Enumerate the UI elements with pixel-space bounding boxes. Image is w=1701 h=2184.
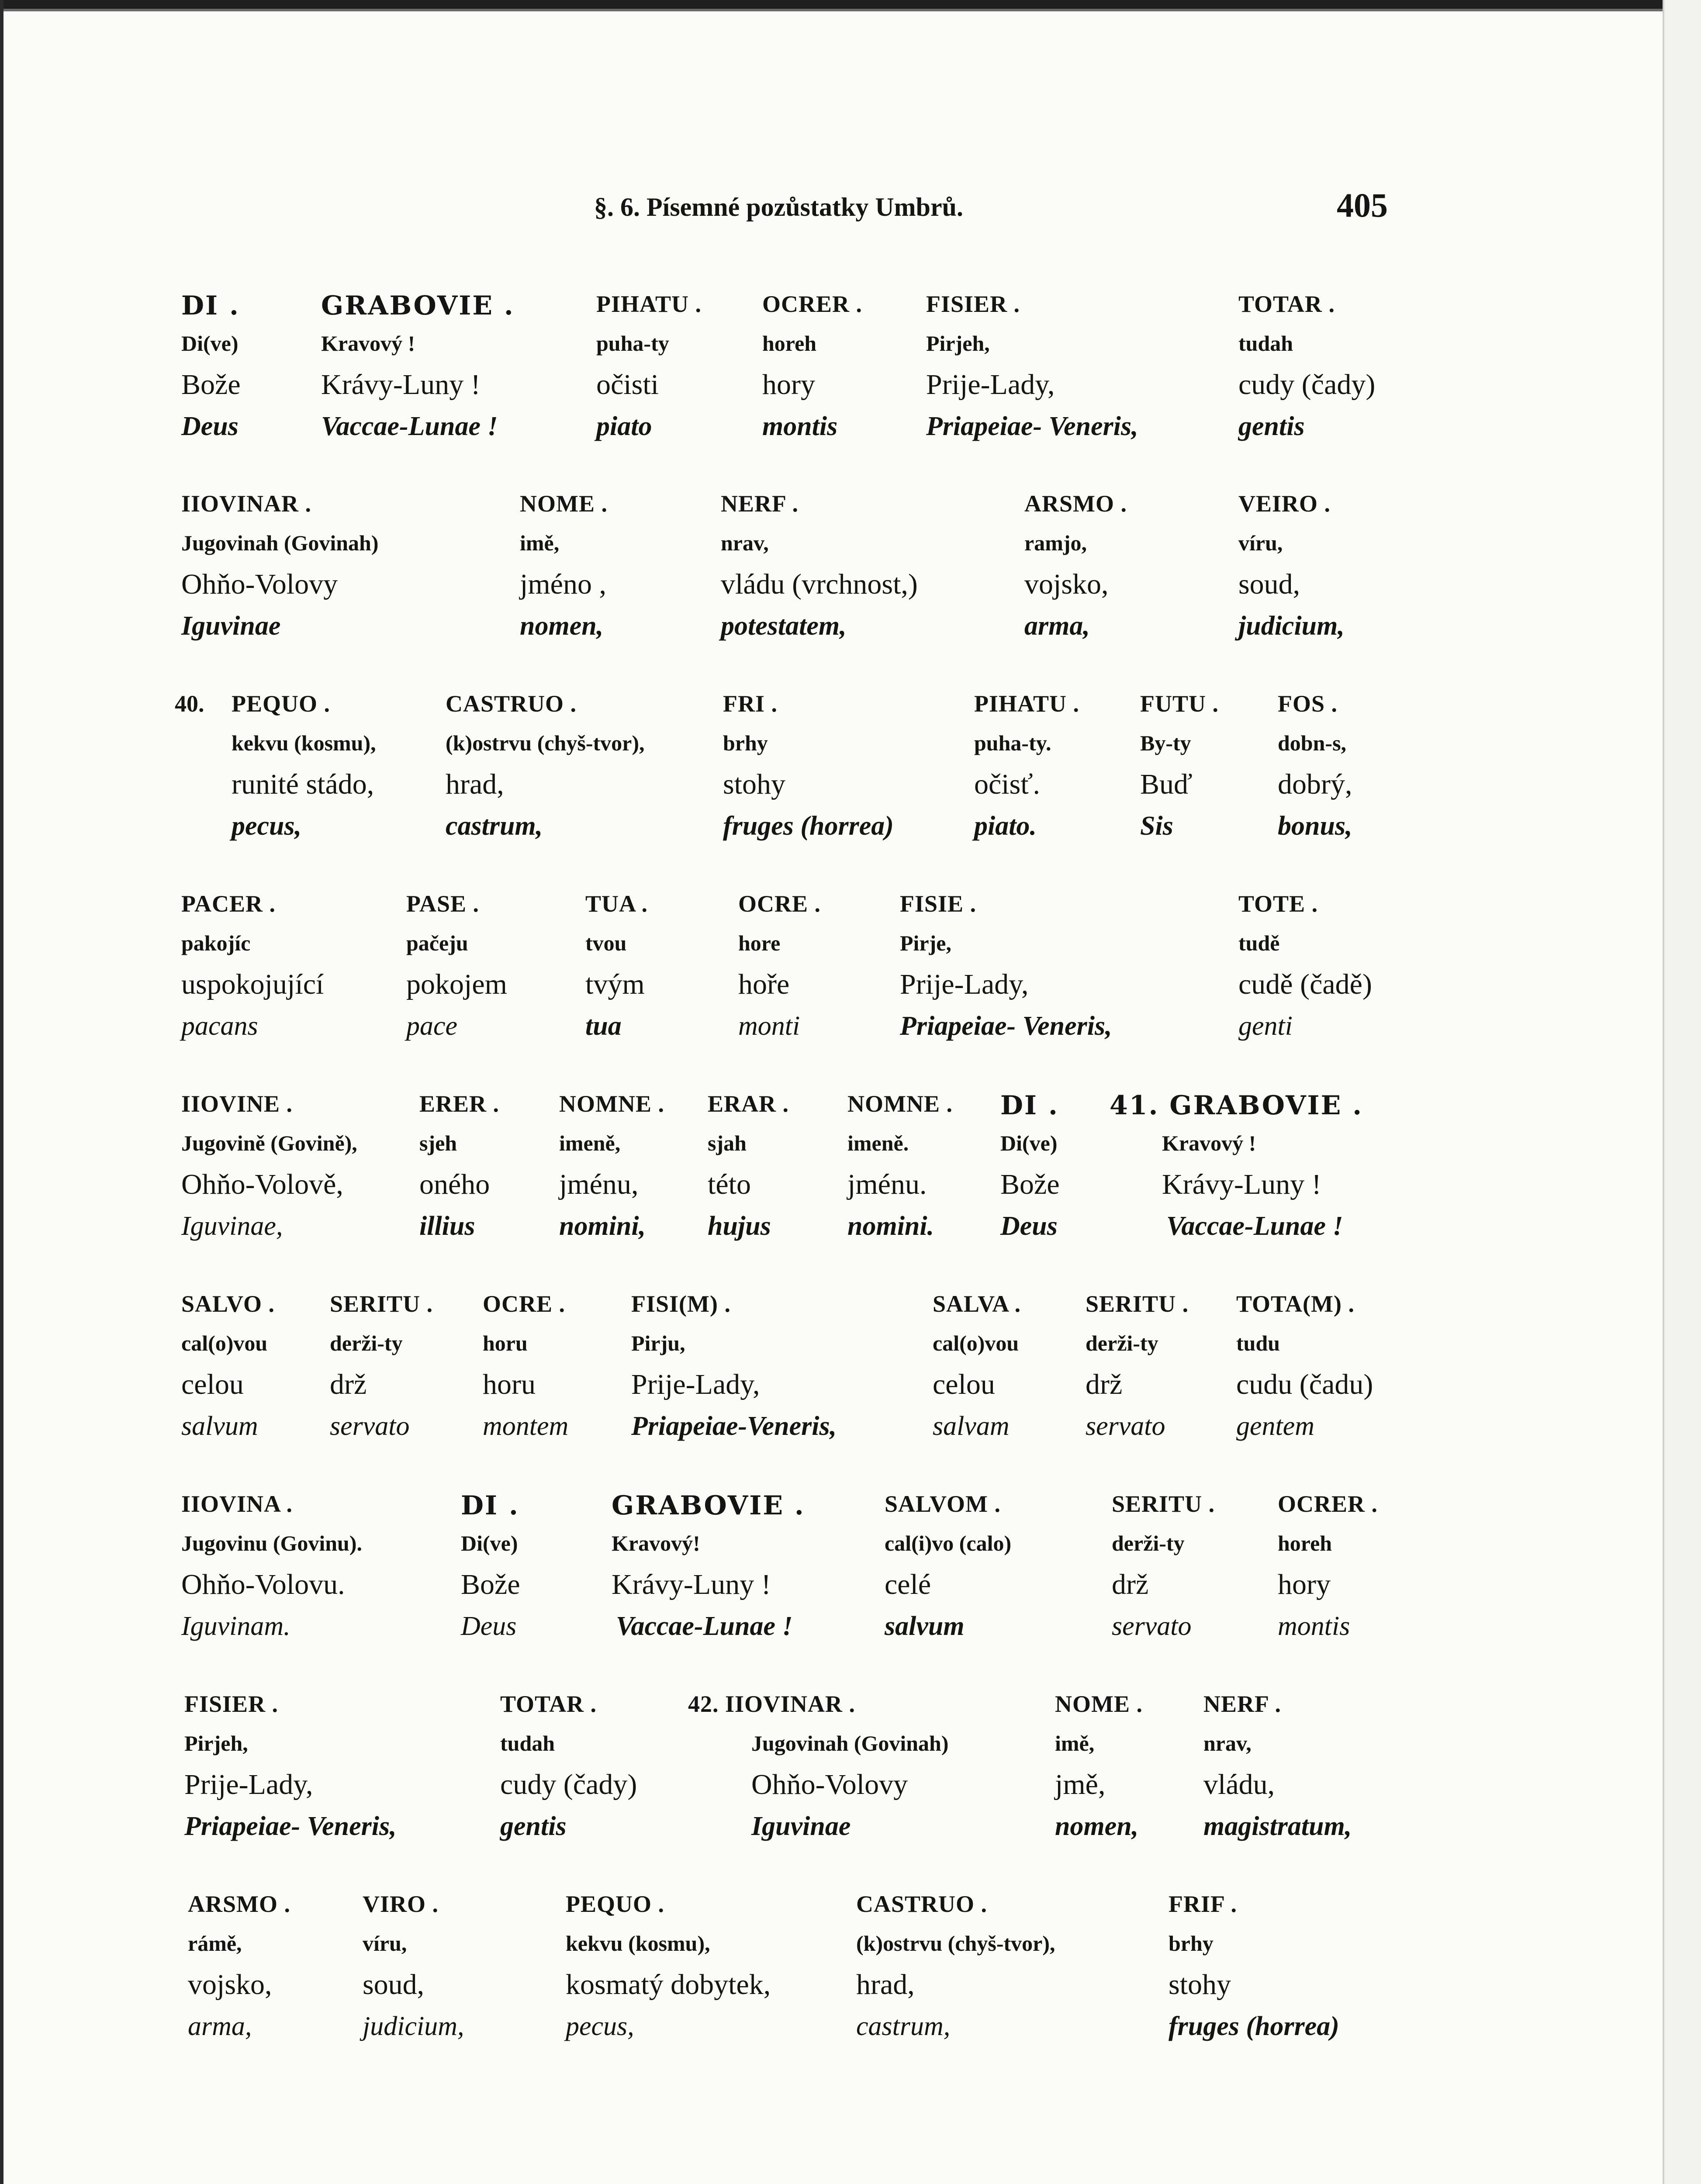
old-czech-word: puha-ty. bbox=[974, 731, 1051, 755]
latin-word: magistratum, bbox=[1203, 1811, 1352, 1841]
latin-word: fruges (horrea) bbox=[723, 811, 894, 841]
old-czech-word: tudě bbox=[1238, 931, 1280, 955]
czech-word: cudy (čady) bbox=[500, 1769, 637, 1800]
czech-word: uspokojující bbox=[181, 968, 324, 1000]
scan-right-margin bbox=[1664, 0, 1701, 2184]
latin-word: judicium, bbox=[363, 2011, 464, 2041]
old-czech-word: nrav, bbox=[721, 531, 769, 555]
umbrian-word: GRABOVIE . bbox=[321, 290, 515, 321]
old-czech-word: tudu bbox=[1236, 1331, 1280, 1355]
latin-word: Iguvinae, bbox=[181, 1211, 283, 1241]
czech-word: drž bbox=[1112, 1569, 1149, 1600]
latin-word: montis bbox=[762, 411, 838, 441]
czech-word: Bože bbox=[181, 369, 241, 401]
old-czech-word: imeně. bbox=[847, 1131, 909, 1155]
old-czech-word: víru, bbox=[1238, 531, 1283, 555]
umbrian-word: FISIER . bbox=[926, 291, 1020, 317]
umbrian-word: OCRE . bbox=[738, 891, 821, 917]
czech-word: cudě (čadě) bbox=[1238, 968, 1372, 1000]
czech-word: stohy bbox=[1169, 1969, 1231, 2001]
old-czech-word: pačeju bbox=[406, 931, 468, 955]
umbrian-word: FISI(M) . bbox=[631, 1291, 731, 1317]
latin-word: Priapeiae-Veneris, bbox=[631, 1411, 837, 1441]
old-czech-word: cal(o)vou bbox=[933, 1331, 1019, 1355]
czech-word: této bbox=[708, 1168, 751, 1200]
umbrian-word: DI . bbox=[181, 290, 240, 321]
umbrian-word: PACER . bbox=[181, 891, 276, 917]
czech-word: vládu, bbox=[1203, 1769, 1275, 1800]
umbrian-word: SERITU . bbox=[330, 1291, 433, 1317]
czech-word: Bože bbox=[1000, 1168, 1060, 1200]
umbrian-word: SALVO . bbox=[181, 1291, 275, 1317]
latin-word: bonus, bbox=[1278, 811, 1352, 841]
old-czech-word: derži-ty bbox=[1086, 1331, 1158, 1355]
old-czech-word: horeh bbox=[1278, 1531, 1332, 1555]
latin-word: servato bbox=[330, 1411, 410, 1441]
latin-word: Iguvinae bbox=[181, 611, 281, 641]
old-czech-word: cal(i)vo (calo) bbox=[885, 1531, 1012, 1555]
umbrian-word: PEQUO . bbox=[566, 1891, 665, 1917]
latin-word: fruges (horrea) bbox=[1169, 2011, 1339, 2041]
latin-word: Iguvinae bbox=[751, 1811, 851, 1841]
czech-word: jménu. bbox=[847, 1168, 927, 1200]
umbrian-word: PASE . bbox=[406, 891, 480, 917]
latin-word: castrum, bbox=[446, 811, 543, 841]
czech-word: runité stádo, bbox=[232, 768, 374, 800]
old-czech-word: Di(ve) bbox=[181, 331, 239, 356]
umbrian-word: FRI . bbox=[723, 691, 778, 717]
latin-word: Deus bbox=[461, 1611, 517, 1641]
czech-word: Prije-Lady, bbox=[631, 1368, 760, 1400]
czech-word: Ohňo-Volově, bbox=[181, 1168, 343, 1200]
old-czech-word: kekvu (kosmu), bbox=[232, 731, 376, 755]
line-number: 40. bbox=[175, 691, 204, 717]
page-number: 405 bbox=[1337, 186, 1388, 224]
latin-word: nomini. bbox=[847, 1211, 934, 1241]
umbrian-word: NOME . bbox=[520, 491, 608, 517]
latin-word: genti bbox=[1238, 1011, 1293, 1041]
old-czech-word: tudah bbox=[500, 1731, 555, 1755]
latin-word: castrum, bbox=[856, 2011, 951, 2041]
latin-word: Sis bbox=[1140, 811, 1173, 841]
old-czech-word: Jugovinah (Govinah) bbox=[181, 531, 379, 555]
czech-word: celé bbox=[885, 1569, 931, 1600]
umbrian-word: ERAR . bbox=[708, 1091, 789, 1117]
old-czech-word: (k)ostrvu (chyš-tvor), bbox=[856, 1931, 1055, 1956]
latin-word: nomini, bbox=[559, 1211, 646, 1241]
latin-word: tua bbox=[585, 1011, 622, 1041]
latin-word: potestatem, bbox=[721, 611, 847, 641]
czech-word: Ohňo-Volovy bbox=[181, 568, 338, 600]
old-czech-word: Pirje, bbox=[900, 931, 951, 955]
umbrian-word: TOTAR . bbox=[500, 1691, 597, 1717]
umbrian-word: 41. GRABOVIE . bbox=[1110, 1090, 1363, 1121]
old-czech-word: tudah bbox=[1238, 331, 1293, 356]
umbrian-word: OCRER . bbox=[1278, 1491, 1378, 1517]
czech-word: stohy bbox=[723, 768, 786, 800]
latin-word: montem bbox=[483, 1411, 569, 1441]
umbrian-word: TOTA(M) . bbox=[1236, 1291, 1355, 1317]
umbrian-word: PIHATU . bbox=[596, 291, 702, 317]
old-czech-word: Jugovinah (Govinah) bbox=[751, 1731, 949, 1755]
umbrian-word: CASTRUO . bbox=[446, 691, 577, 717]
umbrian-word: TUA . bbox=[585, 891, 648, 917]
umbrian-word: IIOVINAR . bbox=[181, 491, 312, 517]
umbrian-word: PEQUO . bbox=[232, 691, 331, 717]
czech-word: Prije-Lady, bbox=[926, 369, 1055, 401]
czech-word: Buď bbox=[1140, 768, 1193, 800]
umbrian-word: PIHATU . bbox=[974, 691, 1080, 717]
gloss-group-8 bbox=[179, 1690, 1490, 1874]
umbrian-word: IIOVINA . bbox=[181, 1491, 293, 1517]
umbrian-word: ARSMO . bbox=[188, 1891, 290, 1917]
czech-word: Krávy-Luny ! bbox=[612, 1569, 771, 1600]
umbrian-word: ARSMO . bbox=[1024, 491, 1127, 517]
gloss-group-6 bbox=[179, 1290, 1490, 1474]
gloss-group-3 bbox=[175, 690, 1490, 874]
umbrian-word: NOMNE . bbox=[559, 1091, 664, 1117]
latin-word: Priapeiae- Veneris, bbox=[926, 411, 1138, 441]
old-czech-word: tvou bbox=[585, 931, 627, 955]
latin-word: nomen, bbox=[1055, 1811, 1139, 1841]
czech-word: drž bbox=[330, 1368, 367, 1400]
latin-word: hujus bbox=[708, 1211, 771, 1241]
old-czech-word: derži-ty bbox=[1112, 1531, 1185, 1555]
czech-word: soud, bbox=[363, 1969, 425, 2001]
running-title: §. 6. Písemné pozůstatky Umbrů. bbox=[594, 193, 964, 221]
czech-word: Ohňo-Volovu. bbox=[181, 1569, 345, 1600]
old-czech-word: Jugovinu (Govinu). bbox=[181, 1531, 363, 1555]
latin-word: Vaccae-Lunae ! bbox=[1166, 1211, 1343, 1241]
czech-word: jmě, bbox=[1055, 1769, 1106, 1800]
latin-word: pecus, bbox=[566, 2011, 634, 2041]
old-czech-word: pakojíc bbox=[181, 931, 251, 955]
old-czech-word: imeně, bbox=[559, 1131, 621, 1155]
czech-word: jméno , bbox=[520, 568, 606, 600]
gloss-group-1 bbox=[179, 290, 1490, 474]
gloss-group-7 bbox=[179, 1490, 1490, 1674]
czech-word: horu bbox=[483, 1368, 536, 1400]
czech-word: kosmatý dobytek, bbox=[566, 1969, 771, 2001]
czech-word: Ohňo-Volovy bbox=[751, 1769, 908, 1800]
czech-word: celou bbox=[181, 1368, 244, 1400]
scan-left-edge bbox=[0, 0, 3, 2184]
old-czech-word: dobn-s, bbox=[1278, 731, 1347, 755]
czech-word: Krávy-Luny ! bbox=[321, 369, 481, 401]
latin-word: gentis bbox=[1238, 411, 1305, 441]
umbrian-word: OCRE . bbox=[483, 1291, 566, 1317]
old-czech-word: brhy bbox=[1169, 1931, 1214, 1956]
old-czech-word: Kravový ! bbox=[321, 331, 415, 356]
old-czech-word: horeh bbox=[762, 331, 817, 356]
czech-word: hory bbox=[1278, 1569, 1331, 1600]
umbrian-word: VEIRO . bbox=[1238, 491, 1331, 517]
latin-word: montis bbox=[1278, 1611, 1350, 1641]
old-czech-word: horu bbox=[483, 1331, 528, 1355]
czech-word: jménu, bbox=[559, 1168, 639, 1200]
umbrian-word: SALVOM . bbox=[885, 1491, 1001, 1517]
latin-word: gentem bbox=[1236, 1411, 1315, 1441]
umbrian-word: FRIF . bbox=[1169, 1891, 1237, 1917]
latin-word: Priapeiae- Veneris, bbox=[900, 1011, 1112, 1041]
czech-word: soud, bbox=[1238, 568, 1300, 600]
latin-word: pacans bbox=[181, 1011, 258, 1041]
umbrian-word: ERER . bbox=[419, 1091, 500, 1117]
old-czech-word: kekvu (kosmu), bbox=[566, 1931, 710, 1956]
old-czech-word: Kravový! bbox=[612, 1531, 700, 1555]
umbrian-word: FOS . bbox=[1278, 691, 1338, 717]
gloss-group-9 bbox=[179, 1890, 1490, 2074]
latin-word: Vaccae-Lunae ! bbox=[321, 411, 498, 441]
czech-word: očisť. bbox=[974, 768, 1041, 800]
gloss-group-2 bbox=[179, 490, 1490, 674]
old-czech-word: nrav, bbox=[1203, 1731, 1252, 1755]
umbrian-word: FISIE . bbox=[900, 891, 977, 917]
latin-word: pecus, bbox=[232, 811, 302, 841]
latin-word: servato bbox=[1112, 1611, 1192, 1641]
old-czech-word: puha-ty bbox=[596, 331, 669, 356]
umbrian-word: FISIER . bbox=[184, 1691, 279, 1717]
czech-word: cudu (čadu) bbox=[1236, 1368, 1373, 1400]
czech-word: vojsko, bbox=[188, 1969, 272, 2001]
umbrian-word: NOMNE . bbox=[847, 1091, 953, 1117]
latin-word: monti bbox=[738, 1011, 800, 1041]
scan-top-edge bbox=[0, 0, 1701, 9]
umbrian-word: SERITU . bbox=[1086, 1291, 1189, 1317]
umbrian-word: NOME . bbox=[1055, 1691, 1143, 1717]
gloss-group-5 bbox=[179, 1090, 1490, 1274]
latin-word: piato bbox=[596, 411, 652, 441]
czech-word: hrad, bbox=[446, 768, 504, 800]
czech-word: hoře bbox=[738, 968, 790, 1000]
umbrian-word: 42. IIOVINAR . bbox=[688, 1691, 856, 1717]
latin-word: Deus bbox=[181, 411, 239, 441]
latin-word: pace bbox=[406, 1011, 458, 1041]
old-czech-word: Pirjeh, bbox=[184, 1731, 248, 1755]
latin-word: Iguvinam. bbox=[181, 1611, 290, 1641]
umbrian-word: NERF . bbox=[721, 491, 799, 517]
old-czech-word: hore bbox=[738, 931, 781, 955]
latin-word: salvum bbox=[181, 1411, 258, 1441]
old-czech-word: Di(ve) bbox=[461, 1531, 518, 1555]
latin-word: arma, bbox=[1024, 611, 1090, 641]
latin-word: nomen, bbox=[520, 611, 604, 641]
old-czech-word: sjeh bbox=[419, 1131, 457, 1155]
czech-word: Prije-Lady, bbox=[184, 1769, 313, 1800]
old-czech-word: Di(ve) bbox=[1000, 1131, 1058, 1155]
umbrian-word: SERITU . bbox=[1112, 1491, 1215, 1517]
umbrian-word: DI . bbox=[461, 1490, 519, 1521]
umbrian-word: NERF . bbox=[1203, 1691, 1281, 1717]
umbrian-word: SALVA . bbox=[933, 1291, 1021, 1317]
old-czech-word: brhy bbox=[723, 731, 768, 755]
umbrian-word: CASTRUO . bbox=[856, 1891, 988, 1917]
latin-word: salvum bbox=[885, 1611, 965, 1641]
czech-word: oného bbox=[419, 1168, 490, 1200]
scan-top-shadow bbox=[0, 9, 1701, 11]
umbrian-word: DI . bbox=[1000, 1090, 1059, 1121]
czech-word: vládu (vrchnost,) bbox=[721, 568, 918, 600]
czech-word: Krávy-Luny ! bbox=[1162, 1168, 1321, 1200]
gloss-group-4 bbox=[179, 890, 1490, 1074]
czech-word: cudy (čady) bbox=[1238, 369, 1376, 401]
old-czech-word: ramjo, bbox=[1024, 531, 1087, 555]
latin-word: salvam bbox=[933, 1411, 1010, 1441]
old-czech-word: Kravový ! bbox=[1162, 1131, 1256, 1155]
latin-word: Priapeiae- Veneris, bbox=[184, 1811, 397, 1841]
latin-word: illius bbox=[419, 1211, 475, 1241]
old-czech-word: Jugovině (Govině), bbox=[181, 1131, 357, 1155]
old-czech-word: (k)ostrvu (chyš-tvor), bbox=[446, 731, 645, 755]
czech-word: hory bbox=[762, 369, 815, 401]
czech-word: očisti bbox=[596, 369, 659, 401]
umbrian-word: GRABOVIE . bbox=[612, 1490, 805, 1521]
czech-word: celou bbox=[933, 1368, 995, 1400]
old-czech-word: sjah bbox=[708, 1131, 747, 1155]
latin-word: judicium, bbox=[1238, 611, 1345, 641]
umbrian-word: OCRER . bbox=[762, 291, 863, 317]
old-czech-word: derži-ty bbox=[330, 1331, 403, 1355]
czech-word: drž bbox=[1086, 1368, 1123, 1400]
latin-word: arma, bbox=[188, 2011, 252, 2041]
old-czech-word: By-ty bbox=[1140, 731, 1191, 755]
latin-word: piato. bbox=[974, 811, 1037, 841]
czech-word: vojsko, bbox=[1024, 568, 1109, 600]
old-czech-word: rámě, bbox=[188, 1931, 242, 1956]
umbrian-word: VIRO . bbox=[363, 1891, 439, 1917]
czech-word: dobrý, bbox=[1278, 768, 1352, 800]
old-czech-word: víru, bbox=[363, 1931, 407, 1956]
umbrian-word: FUTU . bbox=[1140, 691, 1219, 717]
old-czech-word: cal(o)vou bbox=[181, 1331, 268, 1355]
umbrian-word: TOTAR . bbox=[1238, 291, 1335, 317]
latin-word: Vaccae-Lunae ! bbox=[616, 1611, 793, 1641]
umbrian-word: IIOVINE . bbox=[181, 1091, 293, 1117]
czech-word: Bože bbox=[461, 1569, 520, 1600]
old-czech-word: imě, bbox=[1055, 1731, 1095, 1755]
umbrian-word: TOTE . bbox=[1238, 891, 1318, 917]
czech-word: Prije-Lady, bbox=[900, 968, 1029, 1000]
old-czech-word: Pirju, bbox=[631, 1331, 685, 1355]
old-czech-word: Pirjeh, bbox=[926, 331, 990, 356]
latin-word: Deus bbox=[1000, 1211, 1058, 1241]
latin-word: gentis bbox=[500, 1811, 567, 1841]
czech-word: pokojem bbox=[406, 968, 507, 1000]
old-czech-word: imě, bbox=[520, 531, 560, 555]
czech-word: tvým bbox=[585, 968, 645, 1000]
latin-word: servato bbox=[1086, 1411, 1165, 1441]
czech-word: hrad, bbox=[856, 1969, 915, 2001]
